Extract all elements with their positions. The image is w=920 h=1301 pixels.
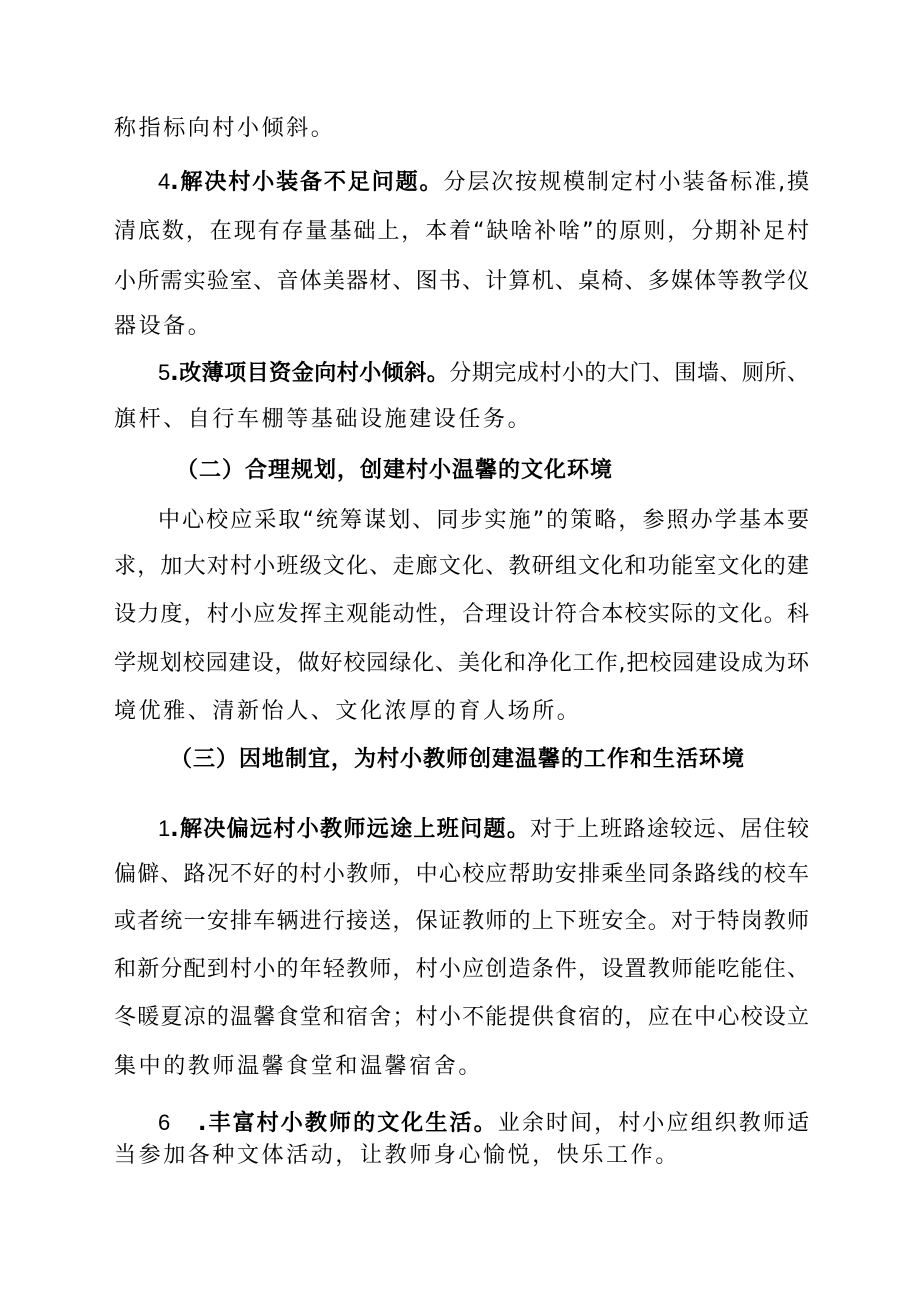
section-3-item-1-line-6: 集中的教师温馨食堂和温馨宿舍。	[114, 1054, 484, 1079]
item-text: 分期完成村小的大门、围墙、厕所、	[449, 361, 809, 386]
item-title: .解决村小装备不足问题。	[170, 170, 444, 195]
section-2-line-3: 设力度，村小应发挥主观能动性，合理设计符合本校实际的文化。科	[114, 602, 809, 627]
section-2-line-5: 境优雅、清新怡人、文化浓厚的育人场所。	[114, 699, 582, 724]
item-number: 1	[158, 816, 171, 841]
section-3-heading: （三）因地制宜，为村小教师创建温馨的工作和生活环境	[170, 747, 746, 772]
item-text: 对于上班路途较远、居住较	[530, 817, 809, 842]
item-text: 分层次按规模制定村小装备标准,摸	[443, 170, 809, 195]
item-number: 4	[158, 169, 171, 194]
section-3-item-6-line-1	[158, 1108, 809, 1138]
section-2-line-4: 学规划校园建设，做好校园绿化、美化和净化工作,把校园建设成为环	[114, 651, 809, 676]
paragraph-line: 称指标向村小倾斜。	[114, 116, 336, 141]
section-3-item-1-line-3: 或者统一安排车辆进行接送，保证教师的上下班安全。对于特岗教师	[114, 909, 809, 934]
item-number: 6	[158, 1110, 171, 1135]
item-number: 5	[158, 360, 171, 385]
section-3-item-1-line-2: 偏僻、路况不好的村小教师，中心校应帮助安排乘坐同条路线的校车	[114, 862, 809, 887]
item-5-line-2: 旗杆、自行车棚等基础设施建设任务。	[114, 407, 533, 432]
item-text: 业余时间，村小应组织教师适	[497, 1111, 809, 1136]
item-4-line-3: 小所需实验室、音体美器材、图书、计算机、桌椅、多媒体等教学仪	[114, 269, 809, 294]
section-3-item-6-line-2: 当参加各种文体活动，让教师身心愉悦，快乐工作。	[114, 1143, 680, 1168]
item-4-line-2: 清底数，在现有存量基础上，本着“缺啥补啥”的原则，分期补足村	[114, 219, 809, 244]
section-2-line-1: 中心校应采取“统筹谋划、同步实施”的策略，参照办学基本要	[158, 508, 809, 533]
section-3-item-1-line-1	[158, 814, 809, 844]
item-5-line-1	[158, 358, 809, 388]
section-3-item-1-line-5: 冬暖夏凉的温馨食堂和宿舍；村小不能提供食宿的，应在中心校设立	[114, 1005, 809, 1030]
item-4-line-1	[158, 167, 809, 197]
item-title: .丰富村小教师的文化生活。	[198, 1111, 498, 1136]
item-title: .解决偏远村小教师远途上班问题。	[170, 817, 531, 842]
section-2-line-2: 求，加大对村小班级文化、走廊文化、教研组文化和功能室文化的建	[114, 554, 809, 579]
section-2-heading: （二）合理规划，创建村小温馨的文化环境	[176, 458, 614, 483]
section-3-item-1-line-4: 和新分配到村小的年轻教师，村小应创造条件，设置教师能吃能住、	[114, 957, 809, 982]
item-4-line-4: 器设备。	[114, 314, 213, 339]
item-title: .改薄项目资金向村小倾斜。	[170, 361, 450, 386]
